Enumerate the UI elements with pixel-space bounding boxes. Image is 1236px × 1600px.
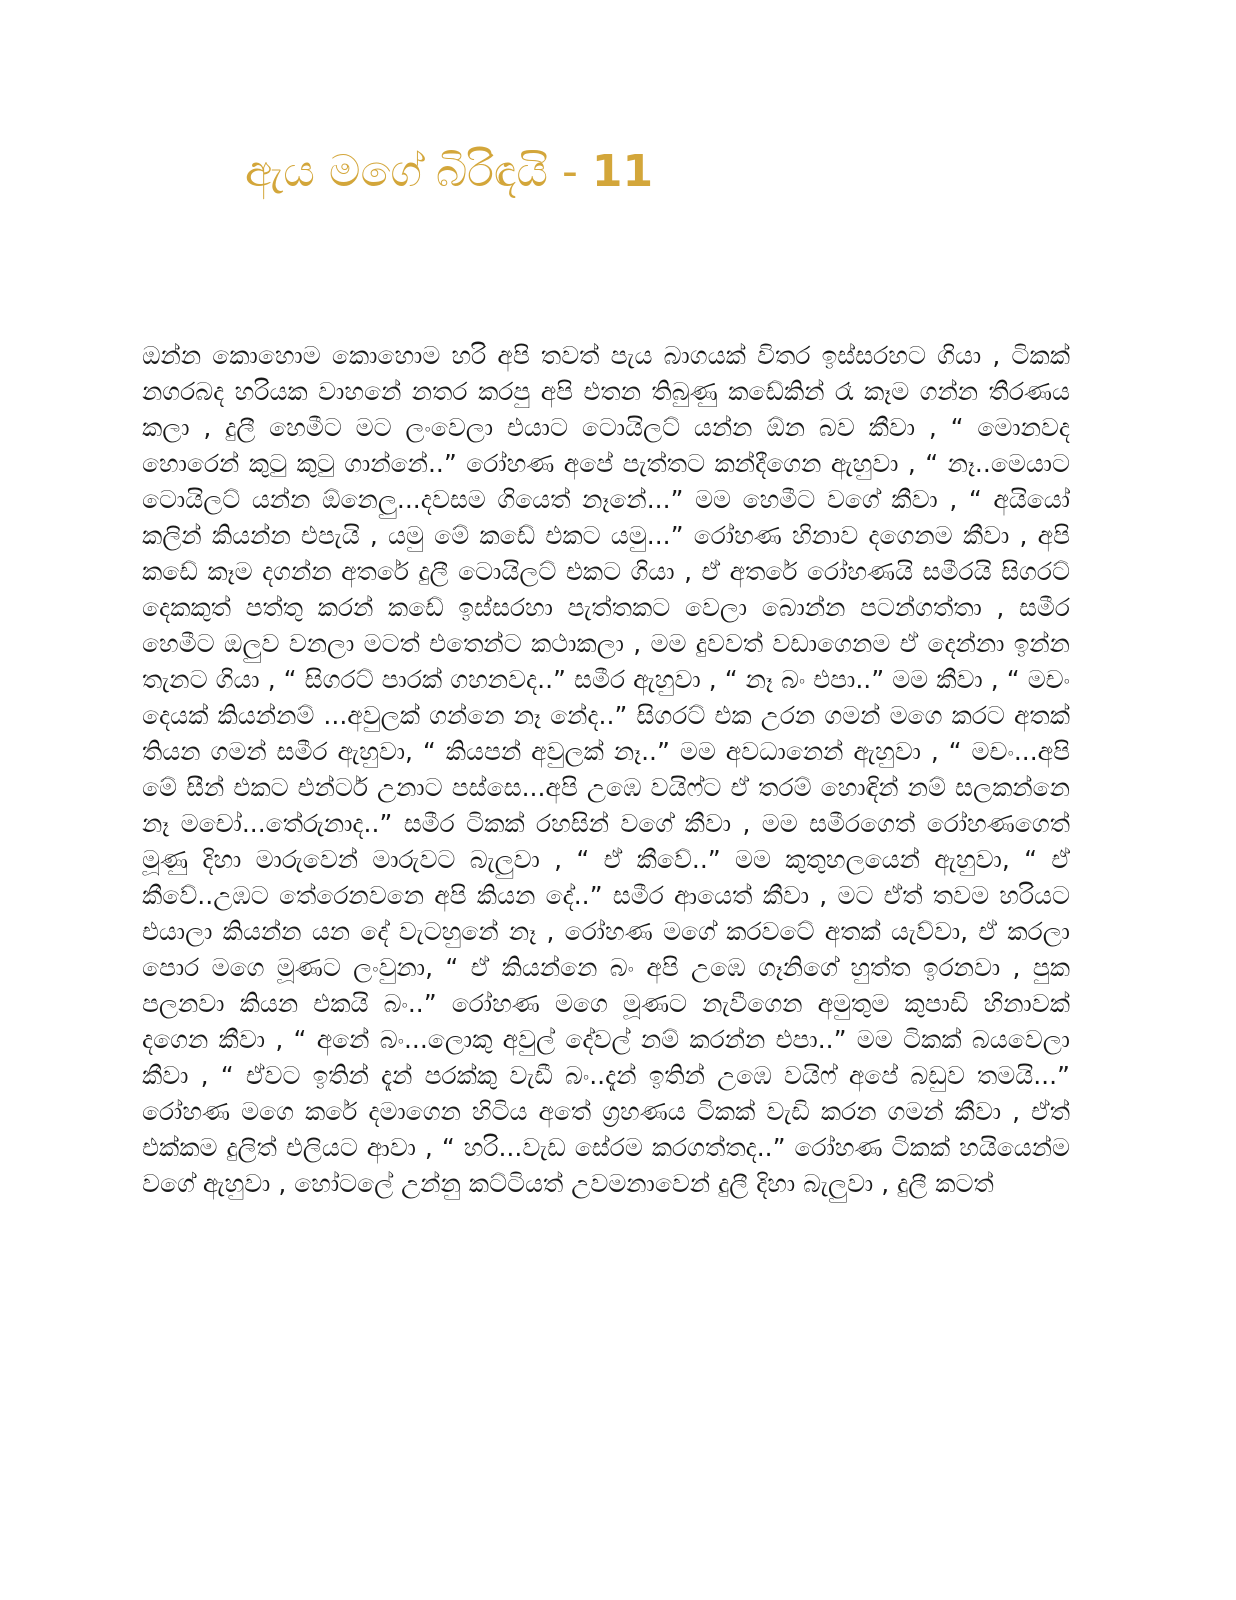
story-title	[245, 140, 653, 204]
story-title-text: ඇය මගේ බිරිඳයි -	[245, 146, 592, 197]
episode-number: 11	[591, 146, 654, 197]
story-body-paragraph: ඔන්න කොහොම කොහොම හරි අපි තවත් පැය බාගයක් විතර ඉස්සරහට ගියා , ටිකක් නගරබද හරියක වාහනේ නතර කරපු අපි එතන තිබුණු කඩේකින් රෑ කෑම ගන්න තීරණය කලා , දුලී හෙමීට මට ලංවෙලා එයාට ටොයිලට් යන්න ඕන බව කීවා , “ මොනවද හොරෙන් කුටු කුටු ගාන්නේ..” රෝහණ අපේ පැත්තට කන්දීගෙන ඇහුවා , “ නෑ..මෙයාට ටොයිලට් යන්න ඕනෙලු...දවසම ගියෙත් නෑනේ...” මම හෙමීට වගේ කීවා , “ අයියෝ කලින් කියන්න එපැයි , යමු මේ කඩේ එකට යමු...” රෝහණ හිනාව දගෙනම කීවා , අපි කඩේ කෑම දගන්න අතරේ දුලී ටොයිලට් එකට ගියා , ඒ අතරේ රෝහණයි සමීරයි සිගරට් දෙකකුත් පත්තු කරන් කඩේ ඉස්සරහා පැත්තකට වෙලා බොන්න පටන්ගත්තා , සමීර හෙමීට ඔලුව වනලා මටත් එතෙන්ට කථාකලා , මම දුවවත් වඩාගෙනම ඒ දෙන්නා ඉන්න තැනට ගියා , “ සිගරට් පාරක් ගහනවද..” සමීර ඇහුවා , “ නෑ බං එපා..” මම කීවා , “ මචං දෙයක් කියන්නම් ...අවුලක් ගන්නෙ නෑ නේද..” සිගරට් එක උරන ගමන් මගෙ කරට අතක් තියන ගමන් සමීර ඇහුවා, “ කියපන් අවුලක් නෑ..” මම අවධානෙන් ඇහුවා , “ මචං...අපි මේ සීන් එකට එන්ටර් උනාට පස්සෙ...අපි උඹෙ වයිෆ්ට ඒ තරම් හොඳින් නම් සලකන්නෙ නෑ මචෝ...තේරුනාද..” සමීර ටිකක් රහසින් වගේ කීවා , මම සමීරගෙත් රෝහණගෙත් මූණු දිහා මාරුවෙන් මාරුවට බැලුවා , “ ඒ කීවේ..” මම කුතුහලයෙන් ඇහුවා, “ ඒ කීවේ..උඹට තේරෙනවනෙ අපි කියන දේ..” සමීර ආයෙත් කීවා , මට ඒත් තවම හරියට එයාලා කියන්න යන දේ වැටහුනේ නෑ , රෝහණ මගේ කරවටේ අතක් යැව්වා, ඒ කරලා පොර මගෙ මූණට ලංවුනා, “ ඒ කියන්නෙ බං අපි උඹෙ ගෑනිගේ හුත්ත ඉරනවා , පුක පලනවා කියන එකයි බං..” රෝහණ මගෙ මූණට නැවීගෙන අමුතුම කුපාඩි හිනාවක් දගෙන කීවා , “ අනේ බං...ලොකු අවුල් දේවල් නම් කරන්න එපා..” මම ටිකක් බයවෙලා කීවා , “ ඒවට ඉතින් දැන් පරක්කු වැඩී බං..දැන් ඉතින් උඹෙ වයිෆ් අපේ බඩුව තමයි...” රෝහණ මගෙ කරේ දමාගෙන හිටිය අතේ ග්‍රහණය ටිකක් වැඩි කරන ගමන් කීවා , ඒත් එක්කම දුලිත් එලියට ආවා , “ හරි...වැඩ සේරම කරගත්තද..” රෝහණ ටිකක් හයියෙන්ම වගේ ඇහුවා , හෝටලේ උන්නු කට්ටියත් උවමනාවෙන් දුලී දිහා බැලුවා , දුලී කටත්	[142, 341, 1070, 1198]
